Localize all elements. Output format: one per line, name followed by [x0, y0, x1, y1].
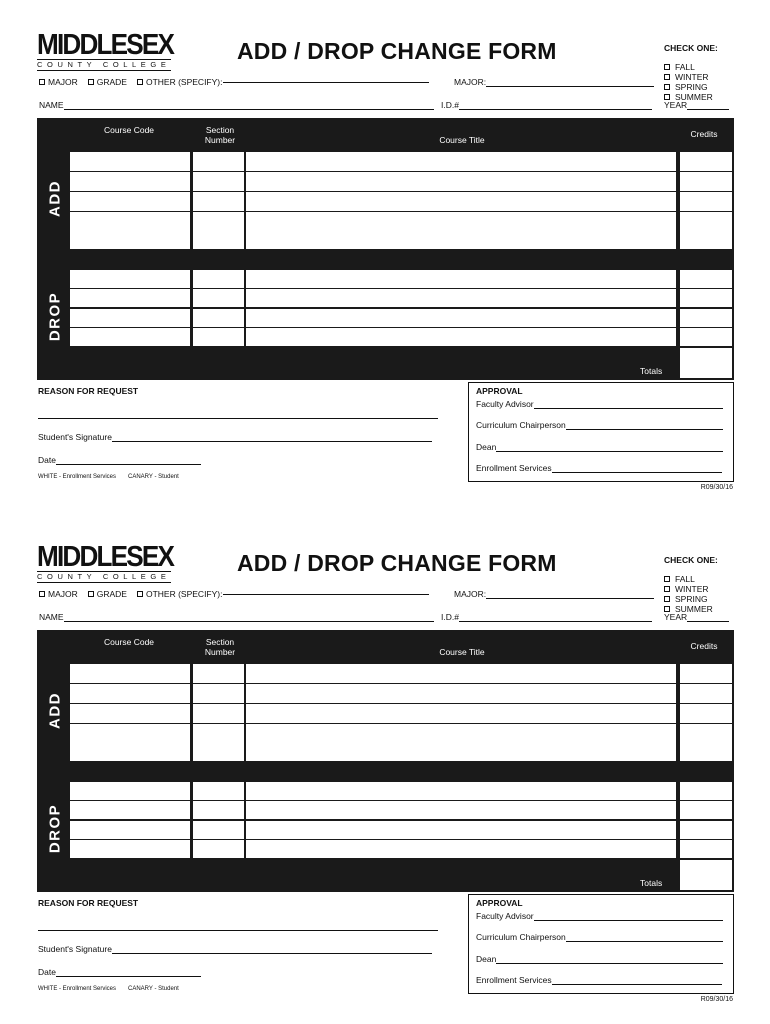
term-label: FALL: [675, 574, 695, 584]
name-label: NAME: [39, 612, 64, 622]
approval-enrollment-services[interactable]: [476, 463, 722, 473]
credits-total-cell[interactable]: [680, 348, 732, 378]
course-entry-cell[interactable]: [193, 664, 244, 683]
approval-line[interactable]: [566, 429, 723, 430]
course-entry-cell[interactable]: [246, 270, 676, 288]
signature-line[interactable]: [112, 953, 432, 954]
col-header-credits: Credits: [690, 129, 718, 139]
term-option[interactable]: [664, 584, 713, 594]
course-entry-cell[interactable]: [193, 152, 244, 171]
course-entry-cell[interactable]: [246, 801, 676, 819]
approval-box: [468, 894, 734, 994]
course-entry-cell[interactable]: [193, 704, 244, 723]
term-label: FALL: [675, 62, 695, 72]
course-entry-cell[interactable]: [246, 684, 676, 703]
drop-section-label: DROP: [46, 291, 64, 342]
course-grid: [37, 630, 734, 892]
date-field[interactable]: [38, 455, 201, 465]
term-checklist: [664, 62, 713, 102]
check-one-label: CHECK ONE:: [664, 43, 718, 53]
change-type-options: [39, 589, 429, 599]
course-entry-cell[interactable]: [680, 328, 732, 346]
col-header-section-number: Section Number: [204, 637, 236, 657]
credits-total-cell[interactable]: [680, 860, 732, 890]
option-label: GRADE: [96, 77, 127, 87]
checkbox-icon[interactable]: [664, 596, 670, 602]
logo-main-text: MIDDLESEX: [37, 29, 174, 61]
approval-line[interactable]: [552, 472, 722, 473]
term-option[interactable]: [664, 82, 713, 92]
approval-label: Dean: [476, 442, 497, 452]
major-label: MAJOR:: [454, 589, 487, 599]
logo-sub-text: COUNTY COLLEGE: [37, 60, 171, 69]
term-option[interactable]: [664, 62, 713, 72]
approval-line[interactable]: [496, 963, 723, 964]
course-entry-cell[interactable]: [680, 309, 732, 327]
approval-line[interactable]: [534, 408, 723, 409]
logo-sub-text: COUNTY COLLEGE: [37, 572, 171, 581]
course-entry-cell[interactable]: [70, 309, 190, 327]
totals-label: Totals: [640, 366, 663, 376]
approval-box: [468, 382, 734, 482]
reason-label: REASON FOR REQUEST: [38, 386, 139, 396]
year-field[interactable]: [664, 100, 729, 110]
approval-faculty-advisor[interactable]: [476, 911, 723, 921]
course-entry-cell[interactable]: [193, 328, 244, 346]
option-label: MAJOR: [48, 77, 78, 87]
option-other[interactable]: [137, 589, 223, 599]
copy-distribution: [38, 986, 191, 992]
course-entry-cell[interactable]: [680, 172, 732, 191]
approval-curriculum-chairperson[interactable]: [476, 420, 723, 430]
course-entry-cell[interactable]: [193, 309, 244, 327]
course-entry-cell[interactable]: [680, 840, 732, 858]
id-field[interactable]: [441, 612, 652, 622]
course-entry-cell[interactable]: [70, 743, 190, 761]
year-line[interactable]: [687, 621, 729, 622]
course-entry-cell[interactable]: [70, 172, 190, 191]
copy-white: WHITE - Enrollment Services: [38, 474, 117, 480]
course-entry-cell[interactable]: [680, 212, 732, 231]
course-entry-cell[interactable]: [680, 231, 732, 249]
checkbox-icon[interactable]: [664, 84, 670, 90]
course-entry-cell[interactable]: [70, 152, 190, 171]
course-entry-cell[interactable]: [680, 289, 732, 307]
term-label: SUMMER: [675, 604, 713, 614]
course-entry-cell[interactable]: [246, 328, 676, 346]
id-line[interactable]: [459, 621, 652, 622]
form-bottom: [0, 512, 770, 1024]
option-label: OTHER (SPECIFY):: [145, 589, 223, 599]
major-field[interactable]: [454, 77, 654, 87]
course-entry-cell[interactable]: [70, 289, 190, 307]
add-section-label: ADD: [46, 692, 64, 729]
approval-title: APPROVAL: [476, 898, 523, 908]
copy-canary: CANARY - Student: [128, 986, 179, 992]
checkbox-icon[interactable]: [88, 591, 94, 597]
term-option[interactable]: [664, 594, 713, 604]
course-entry-cell[interactable]: [193, 270, 244, 288]
date-line[interactable]: [56, 464, 201, 465]
course-entry-cell[interactable]: [193, 212, 244, 231]
option-label: MAJOR: [48, 589, 78, 599]
course-entry-cell[interactable]: [70, 192, 190, 211]
course-entry-cell[interactable]: [193, 724, 244, 743]
copy-white: WHITE - Enrollment Services: [38, 986, 117, 992]
name-line[interactable]: [64, 109, 434, 110]
course-entry-cell[interactable]: [246, 743, 676, 761]
reason-line[interactable]: [38, 930, 438, 931]
checkbox-icon[interactable]: [137, 79, 143, 85]
col-header-credits: Credits: [690, 641, 718, 651]
year-label: YEAR: [664, 100, 688, 110]
course-entry-cell[interactable]: [70, 664, 190, 683]
course-entry-cell[interactable]: [70, 724, 190, 743]
col-header-section-number: Section Number: [204, 125, 236, 145]
checkbox-icon[interactable]: [664, 64, 670, 70]
option-label: OTHER (SPECIFY):: [145, 77, 223, 87]
approval-line[interactable]: [496, 451, 723, 452]
major-line[interactable]: [486, 598, 654, 599]
major-field[interactable]: [454, 589, 654, 599]
form-title: ADD / DROP CHANGE FORM: [237, 550, 557, 576]
course-entry-cell[interactable]: [246, 172, 676, 191]
signature-field[interactable]: [38, 432, 432, 442]
course-entry-cell[interactable]: [680, 821, 732, 839]
course-entry-cell[interactable]: [193, 801, 244, 819]
approval-line[interactable]: [566, 941, 723, 942]
col-header-course-title: Course Title: [439, 135, 485, 145]
approval-curriculum-chairperson[interactable]: [476, 932, 723, 942]
option-major[interactable]: [39, 589, 78, 599]
approval-label: Faculty Advisor: [476, 911, 534, 921]
signature-field[interactable]: [38, 944, 432, 954]
date-label: Date: [38, 967, 56, 977]
course-entry-cell[interactable]: [70, 212, 190, 231]
college-logo: [37, 541, 174, 583]
revision-code: R09/30/16: [700, 996, 733, 1003]
course-entry-cell[interactable]: [70, 270, 190, 288]
approval-label: Enrollment Services: [476, 975, 552, 985]
date-label: Date: [38, 455, 56, 465]
reason-label: REASON FOR REQUEST: [38, 898, 139, 908]
course-entry-cell[interactable]: [193, 172, 244, 191]
course-entry-cell[interactable]: [680, 704, 732, 723]
logo-rule-bottom: [37, 70, 171, 71]
option-grade[interactable]: [88, 77, 127, 87]
option-other[interactable]: [137, 77, 223, 87]
course-entry-cell[interactable]: [70, 328, 190, 346]
reason-line[interactable]: [38, 418, 438, 419]
id-label: I.D.#: [441, 612, 459, 622]
name-field[interactable]: [39, 612, 434, 622]
course-grid: [37, 118, 734, 380]
form-title: ADD / DROP CHANGE FORM: [237, 38, 557, 64]
checkbox-icon[interactable]: [664, 576, 670, 582]
checkbox-icon[interactable]: [137, 591, 143, 597]
course-entry-cell[interactable]: [70, 801, 190, 819]
option-label: GRADE: [96, 589, 127, 599]
course-entry-cell[interactable]: [680, 684, 732, 703]
logo-main-text: MIDDLESEX: [37, 541, 174, 573]
approval-line[interactable]: [552, 984, 722, 985]
drop-section-label: DROP: [46, 803, 64, 854]
signature-label: Student's Signature: [38, 432, 112, 442]
year-label: YEAR: [664, 612, 688, 622]
signature-line[interactable]: [112, 441, 432, 442]
term-checklist: [664, 574, 713, 614]
course-entry-cell[interactable]: [680, 270, 732, 288]
course-entry-cell[interactable]: [246, 289, 676, 307]
id-line[interactable]: [459, 109, 652, 110]
change-type-options: [39, 77, 429, 87]
col-header-course-code: Course Code: [103, 125, 155, 135]
major-line[interactable]: [486, 86, 654, 87]
college-logo: [37, 29, 174, 71]
other-specify-line[interactable]: [223, 82, 429, 83]
course-entry-cell[interactable]: [70, 684, 190, 703]
course-entry-cell[interactable]: [193, 231, 244, 249]
other-specify-line[interactable]: [223, 594, 429, 595]
course-entry-cell[interactable]: [246, 664, 676, 683]
checkbox-icon[interactable]: [664, 74, 670, 80]
id-field[interactable]: [441, 100, 652, 110]
course-entry-cell[interactable]: [246, 821, 676, 839]
course-entry-cell[interactable]: [193, 782, 244, 800]
approval-faculty-advisor[interactable]: [476, 399, 723, 409]
term-option[interactable]: [664, 72, 713, 82]
course-entry-cell[interactable]: [70, 231, 190, 249]
term-option[interactable]: [664, 574, 713, 584]
course-entry-cell[interactable]: [193, 840, 244, 858]
logo-rule-bottom: [37, 582, 171, 583]
course-entry-cell[interactable]: [246, 212, 676, 231]
course-entry-cell[interactable]: [680, 664, 732, 683]
course-entry-cell[interactable]: [680, 801, 732, 819]
term-label: SUMMER: [675, 92, 713, 102]
approval-label: Dean: [476, 954, 497, 964]
col-header-course-title: Course Title: [439, 647, 485, 657]
approval-label: Faculty Advisor: [476, 399, 534, 409]
checkbox-icon[interactable]: [664, 586, 670, 592]
term-label: WINTER: [675, 584, 709, 594]
checkbox-icon[interactable]: [39, 79, 45, 85]
checkbox-icon[interactable]: [39, 591, 45, 597]
course-entry-cell[interactable]: [246, 309, 676, 327]
col-header-course-code: Course Code: [103, 637, 155, 647]
copy-distribution: [38, 474, 191, 480]
approval-dean[interactable]: [476, 954, 723, 964]
course-entry-cell[interactable]: [246, 152, 676, 171]
course-entry-cell[interactable]: [246, 192, 676, 211]
course-entry-cell[interactable]: [680, 724, 732, 743]
name-line[interactable]: [64, 621, 434, 622]
name-field[interactable]: [39, 100, 434, 110]
checkbox-icon[interactable]: [88, 79, 94, 85]
course-entry-cell[interactable]: [246, 231, 676, 249]
course-entry-cell[interactable]: [70, 704, 190, 723]
approval-enrollment-services[interactable]: [476, 975, 722, 985]
year-field[interactable]: [664, 612, 729, 622]
course-entry-cell[interactable]: [680, 192, 732, 211]
approval-label: Curriculum Chairperson: [476, 420, 566, 430]
option-grade[interactable]: [88, 589, 127, 599]
date-line[interactable]: [56, 976, 201, 977]
signature-label: Student's Signature: [38, 944, 112, 954]
course-entry-cell[interactable]: [70, 840, 190, 858]
approval-line[interactable]: [534, 920, 723, 921]
term-label: SPRING: [675, 594, 708, 604]
check-one-label: CHECK ONE:: [664, 555, 718, 565]
course-entry-cell[interactable]: [246, 704, 676, 723]
course-entry-cell[interactable]: [246, 840, 676, 858]
date-field[interactable]: [38, 967, 201, 977]
option-major[interactable]: [39, 77, 78, 87]
revision-code: R09/30/16: [700, 484, 733, 491]
course-entry-cell[interactable]: [70, 782, 190, 800]
copy-canary: CANARY - Student: [128, 474, 179, 480]
course-entry-cell[interactable]: [680, 782, 732, 800]
term-label: WINTER: [675, 72, 709, 82]
name-label: NAME: [39, 100, 64, 110]
add-section-label: ADD: [46, 180, 64, 217]
course-entry-cell[interactable]: [193, 743, 244, 761]
approval-title: APPROVAL: [476, 386, 523, 396]
course-entry-cell[interactable]: [246, 724, 676, 743]
approval-label: Curriculum Chairperson: [476, 932, 566, 942]
course-entry-cell[interactable]: [70, 821, 190, 839]
approval-label: Enrollment Services: [476, 463, 552, 473]
year-line[interactable]: [687, 109, 729, 110]
course-entry-cell[interactable]: [193, 289, 244, 307]
course-entry-cell[interactable]: [193, 192, 244, 211]
course-entry-cell[interactable]: [193, 821, 244, 839]
major-label: MAJOR:: [454, 77, 487, 87]
course-entry-cell[interactable]: [193, 684, 244, 703]
term-label: SPRING: [675, 82, 708, 92]
course-entry-cell[interactable]: [680, 743, 732, 761]
course-entry-cell[interactable]: [246, 782, 676, 800]
course-entry-cell[interactable]: [680, 152, 732, 171]
approval-dean[interactable]: [476, 442, 723, 452]
id-label: I.D.#: [441, 100, 459, 110]
totals-label: Totals: [640, 878, 663, 888]
